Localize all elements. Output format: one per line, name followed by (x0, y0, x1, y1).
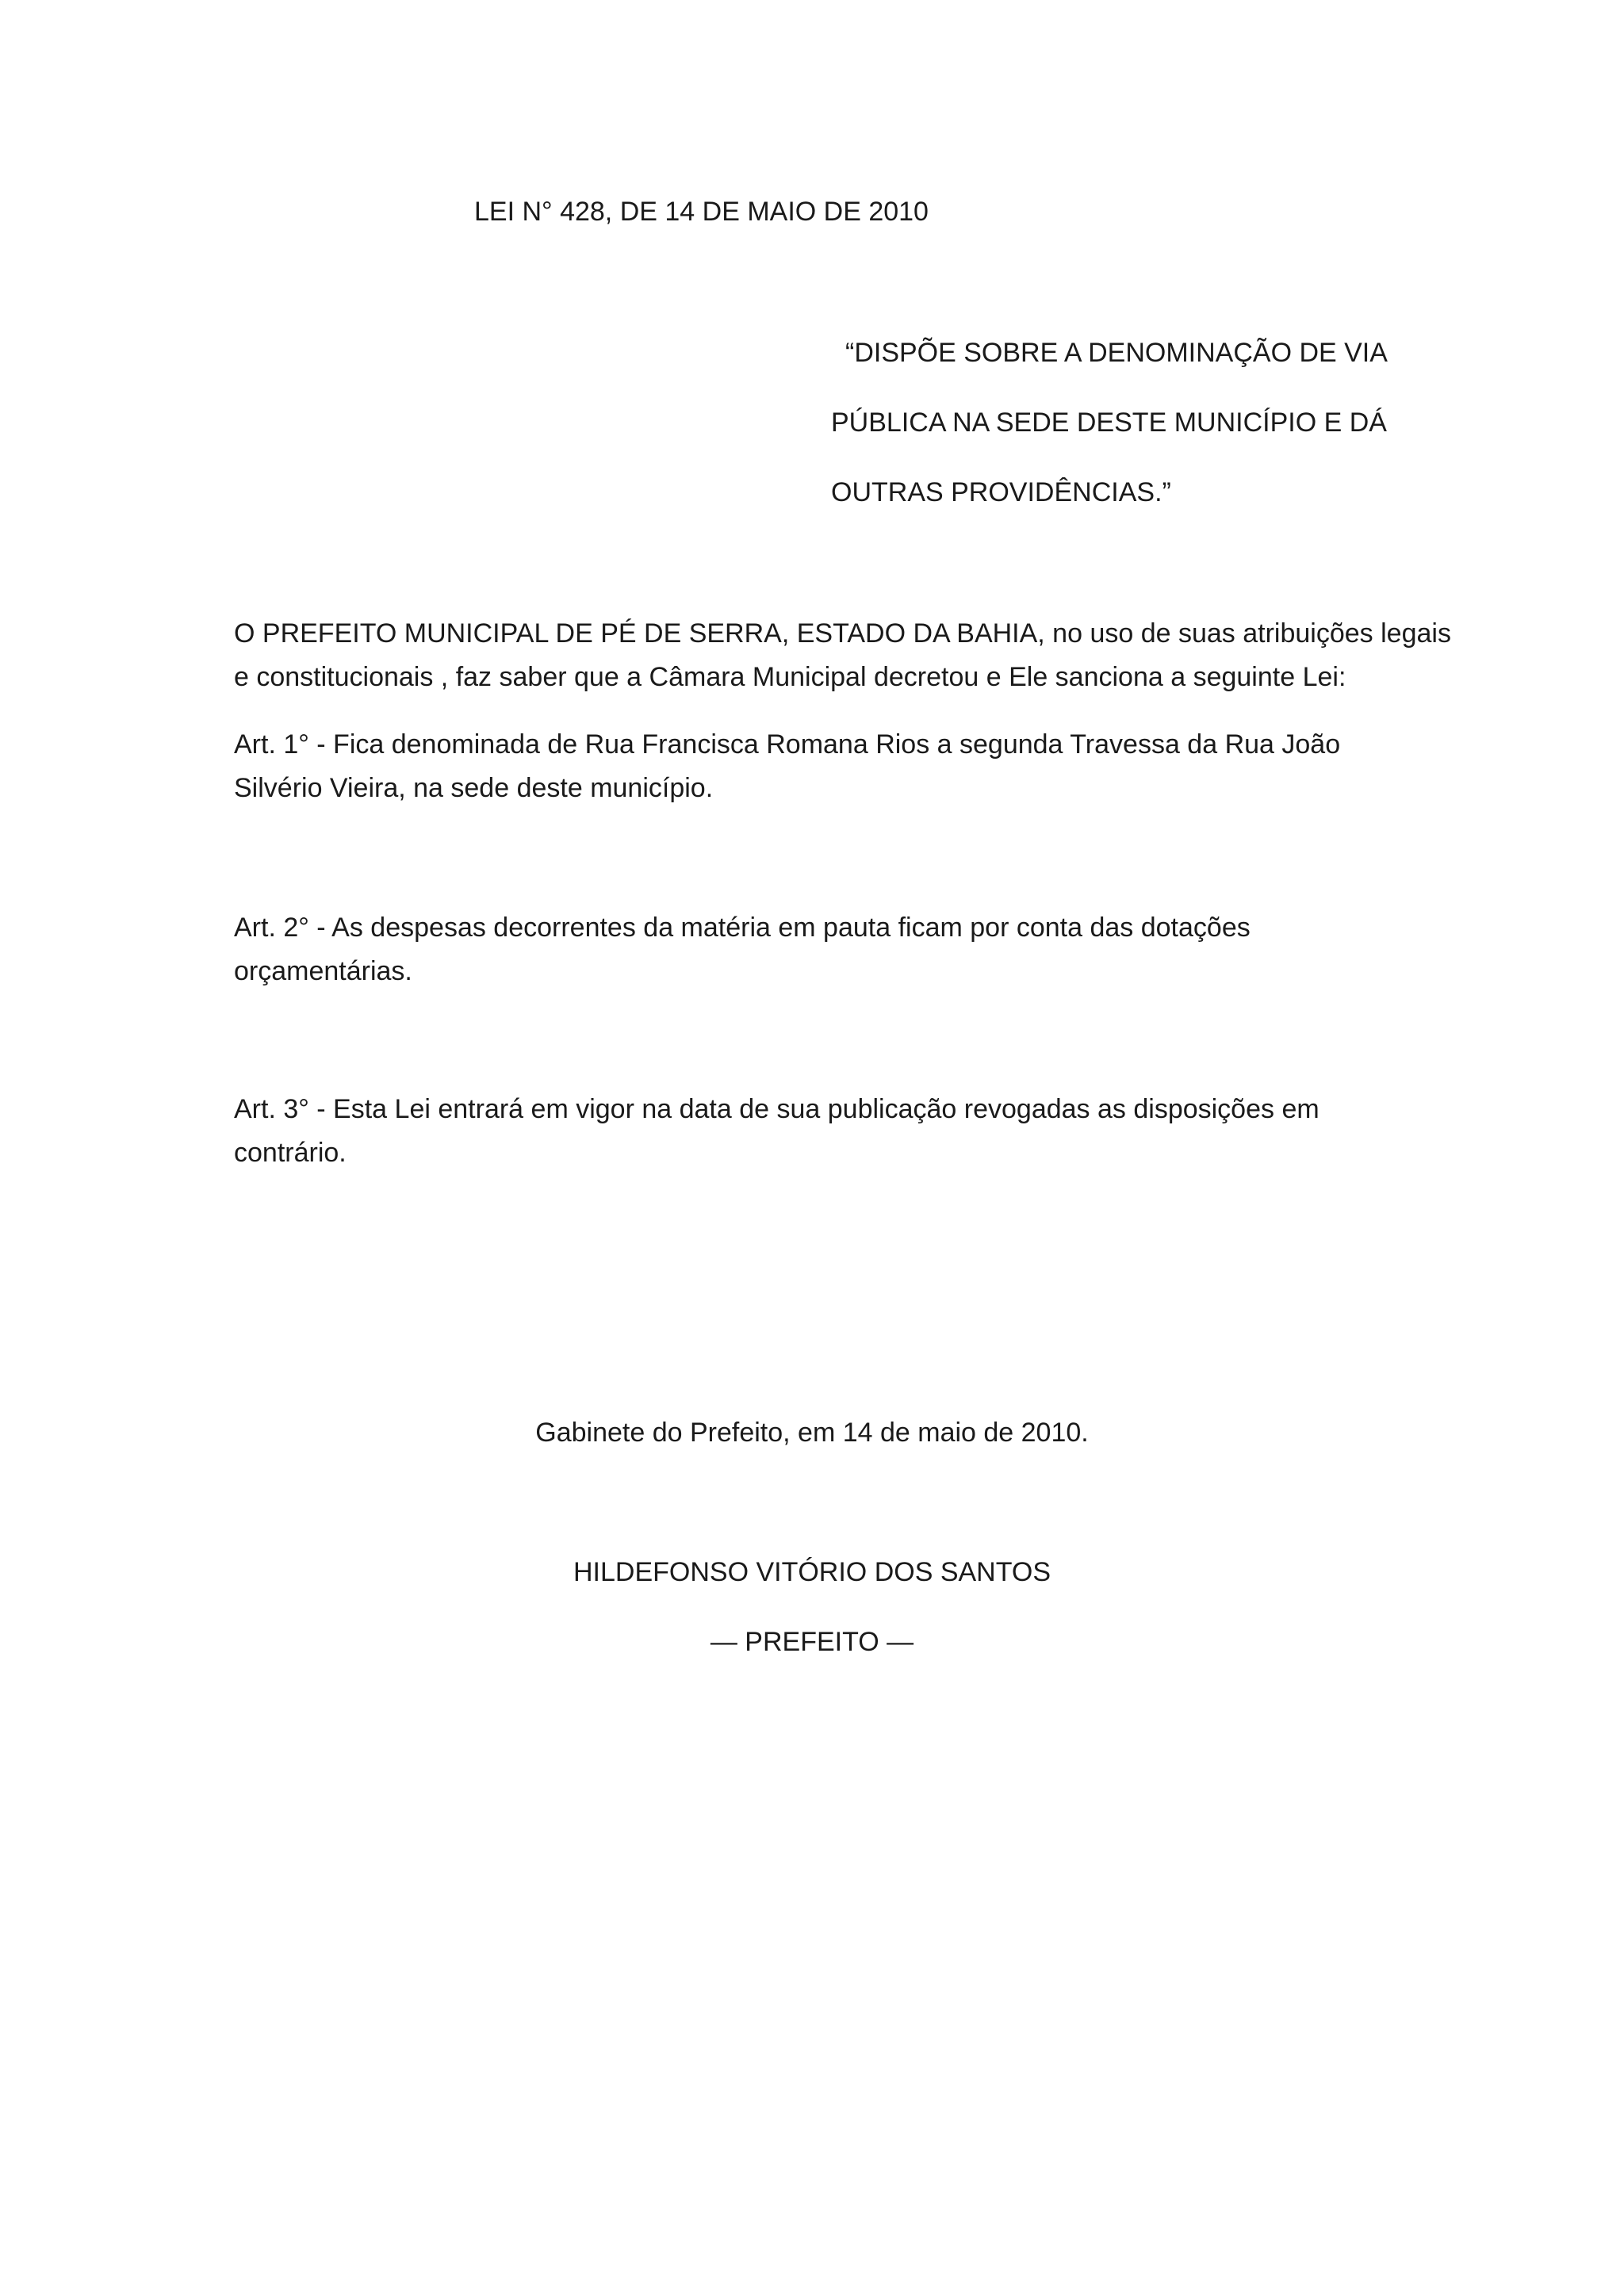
closing-line: Gabinete do Prefeito, em 14 de maio de 2010. (535, 1418, 1089, 1448)
article-2-line-1: Art. 2° - As despesas decorrentes da matéria em pauta ficam por conta das dotações (234, 913, 1251, 943)
article-1-line-2: Silvério Vieira, na sede deste município. (234, 773, 714, 803)
law-title: LEI N° 428, DE 14 DE MAIO DE 2010 (474, 197, 929, 227)
signatory-role: — PREFEITO — (710, 1627, 914, 1657)
preamble-line-1: O PREFEITO MUNICIPAL DE PÉ DE SERRA, ESTADO DA BAHIA, no uso de suas atribuições legais (234, 618, 1451, 649)
article-2 (234, 906, 1439, 993)
article-2-line-2: orçamentárias. (234, 956, 412, 986)
article-1-line-1: Art. 1° - Fica denominada de Rua Francisca Romana Rios a segunda Travessa da Rua João (234, 729, 1341, 760)
signatory-name: HILDEFONSO VITÓRIO DOS SANTOS (573, 1557, 1051, 1587)
preamble-paragraph (234, 612, 1451, 699)
ementa-line-2: PÚBLICA NA SEDE DESTE MUNICÍPIO E DÁ (831, 408, 1387, 438)
ementa-line-1: “DISPÕE SOBRE A DENOMINAÇÃO DE VIA (845, 338, 1388, 368)
ementa-line-3: OUTRAS PROVIDÊNCIAS.” (831, 477, 1171, 507)
article-3-line-1: Art. 3° - Esta Lei entrará em vigor na data de sua publicação revogadas as disposições em (234, 1094, 1320, 1124)
article-3-line-2: contrário. (234, 1138, 347, 1168)
preamble-line-2: e constitucionais , faz saber que a Câmara Municipal decretou e Ele sanciona a seguinte Lei: (234, 662, 1346, 692)
article-3 (234, 1088, 1439, 1175)
article-1 (234, 723, 1439, 810)
